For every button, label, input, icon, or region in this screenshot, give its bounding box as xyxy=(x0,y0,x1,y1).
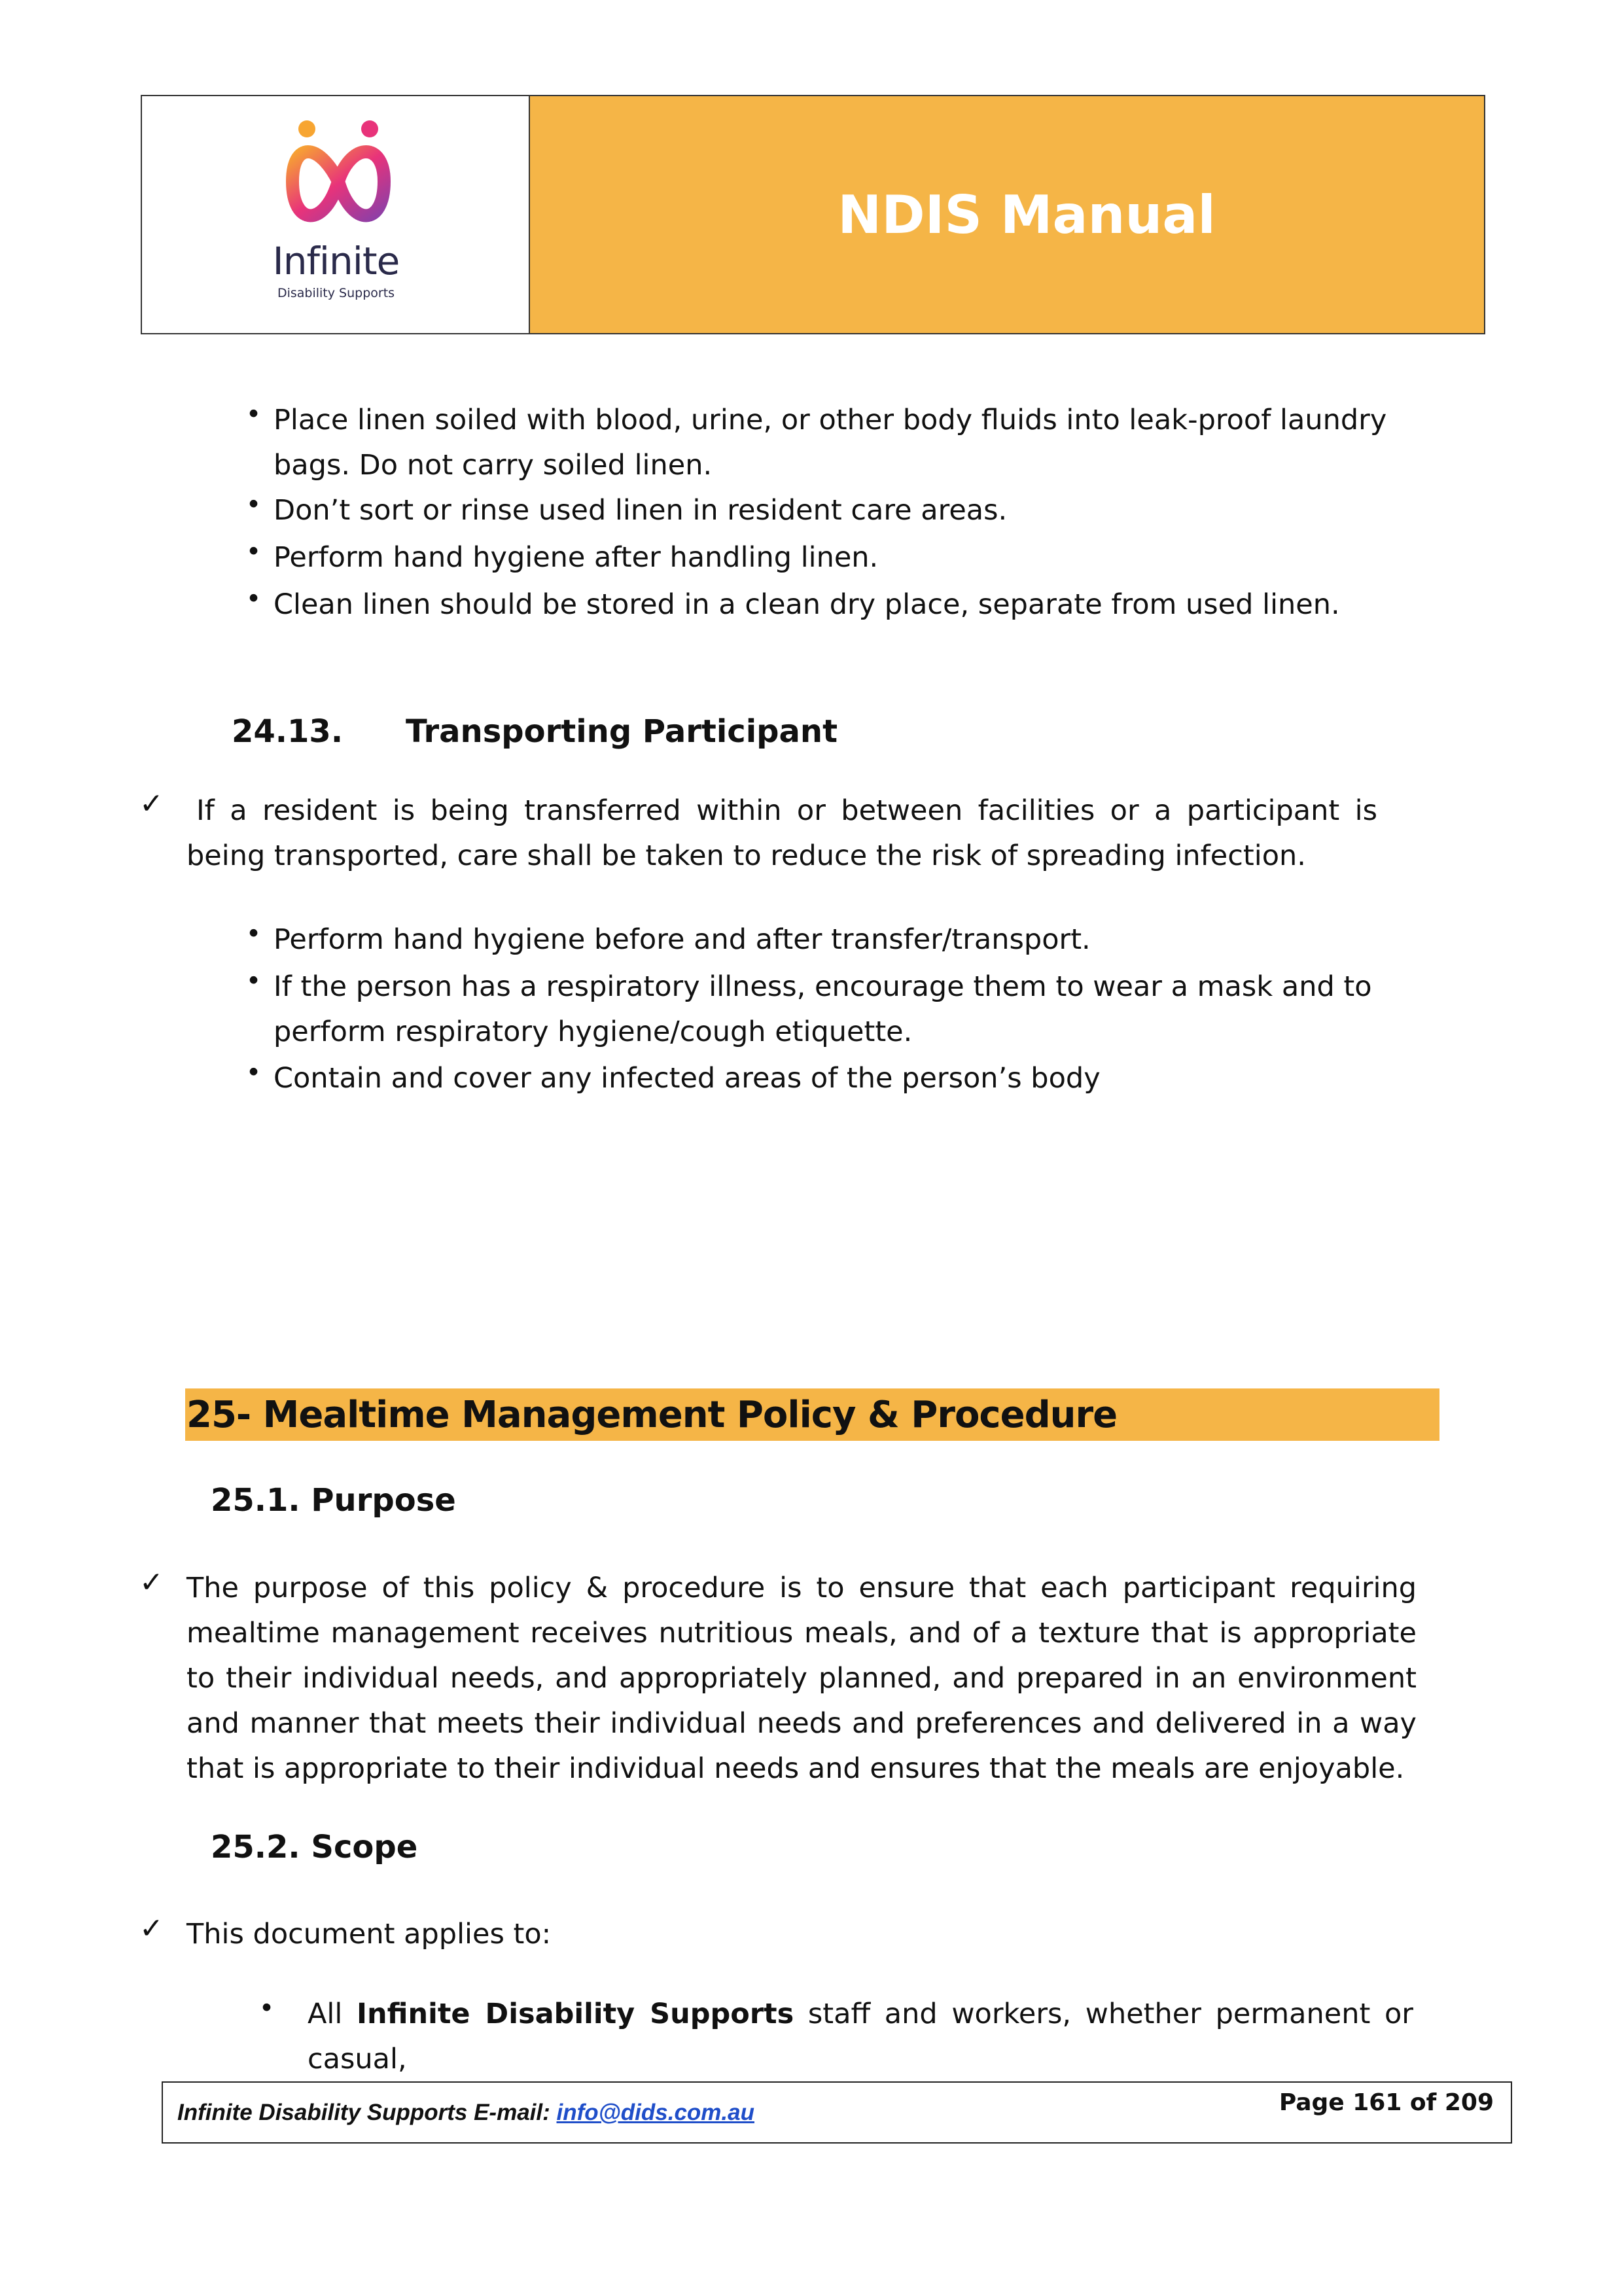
page-header xyxy=(141,95,1485,334)
list-item-text: If the person has a respiratory illness, encourage them to wear a mask and to perform respiratory hygiene/cough etiquette. xyxy=(274,970,1372,1048)
logo-cell xyxy=(142,96,530,333)
purpose-text: The purpose of this policy & procedure is to ensure that each participant requiring mealtime management receives nutritious meals, and of a texture that is appropriate to their individual needs, and appropriately planned, and prepared in an environment and manner that meets their individual needs and preferences and delivered in a way that is appropriate to their individual needs and ensures that the meals are enjoyable. xyxy=(186,1572,1417,1785)
purpose-heading: 25.1. Purpose xyxy=(211,1482,456,1519)
checkmark-icon: ✓ xyxy=(139,1566,164,1599)
list-item-text: Perform hand hygiene after handling linen. xyxy=(274,541,879,574)
section-25-heading-bar xyxy=(185,1388,1439,1441)
header-title-cell xyxy=(530,96,1484,333)
bullet-icon: • xyxy=(249,917,259,949)
bullet-icon: • xyxy=(249,398,259,429)
section-25-heading: 25- Mealtime Management Policy & Procedure xyxy=(186,1394,1118,1436)
scope-bullet-text xyxy=(308,1992,1413,2082)
logo-name: Infinite xyxy=(272,239,400,283)
bullet-icon: • xyxy=(249,535,259,567)
transport-intro: If a resident is being transferred within or between facilities or a participant is being transported, care shall be taken to reduce the risk of spreading infection. xyxy=(186,794,1377,872)
list-item-text: Clean linen should be stored in a clean dry place, separate from used linen. xyxy=(274,588,1340,621)
scope-bullet-prefix: All xyxy=(308,1998,343,2030)
scope-bullet-rest: staff and workers, whether permanent or casual, xyxy=(308,1998,1413,2075)
page-footer xyxy=(162,2081,1512,2144)
footer-label: Infinite Disability Supports E-mail: xyxy=(177,2100,550,2125)
logo-tagline: Disability Supports xyxy=(277,286,395,300)
bullet-icon: • xyxy=(249,1056,259,1087)
section-title-24-13: Transporting Participant xyxy=(406,713,838,750)
list-item-text: Perform hand hygiene before and after transfer/transport. xyxy=(274,923,1091,956)
footer-contact xyxy=(177,2100,754,2126)
list-item-text: Contain and cover any infected areas of the person’s body xyxy=(274,1062,1101,1095)
scope-intro: This document applies to: xyxy=(186,1918,552,1951)
bullet-icon: • xyxy=(249,488,259,520)
scope-bullet-company: Infinite Disability Supports xyxy=(357,1998,794,2030)
list-item-text: Place linen soiled with blood, urine, or other body fluids into leak-proof laundry bags. Do not carry soiled linen. xyxy=(274,404,1387,482)
section-number-24-13: 24.13. xyxy=(232,713,344,750)
checkmark-icon: ✓ xyxy=(139,1912,164,1945)
infinity-logo-icon xyxy=(279,116,397,247)
bullet-icon: • xyxy=(249,964,259,996)
page-number: Page 161 of 209 xyxy=(1279,2089,1494,2116)
bullet-icon: • xyxy=(249,582,259,614)
page-title: NDIS Manual xyxy=(838,184,1216,245)
list-item-text: Don’t sort or rinse used linen in resident care areas. xyxy=(274,494,1008,527)
scope-heading: 25.2. Scope xyxy=(211,1829,418,1865)
checkmark-icon: ✓ xyxy=(139,787,164,821)
bullet-icon: • xyxy=(262,1992,272,2023)
footer-email-link[interactable]: info@dids.com.au xyxy=(556,2100,754,2125)
